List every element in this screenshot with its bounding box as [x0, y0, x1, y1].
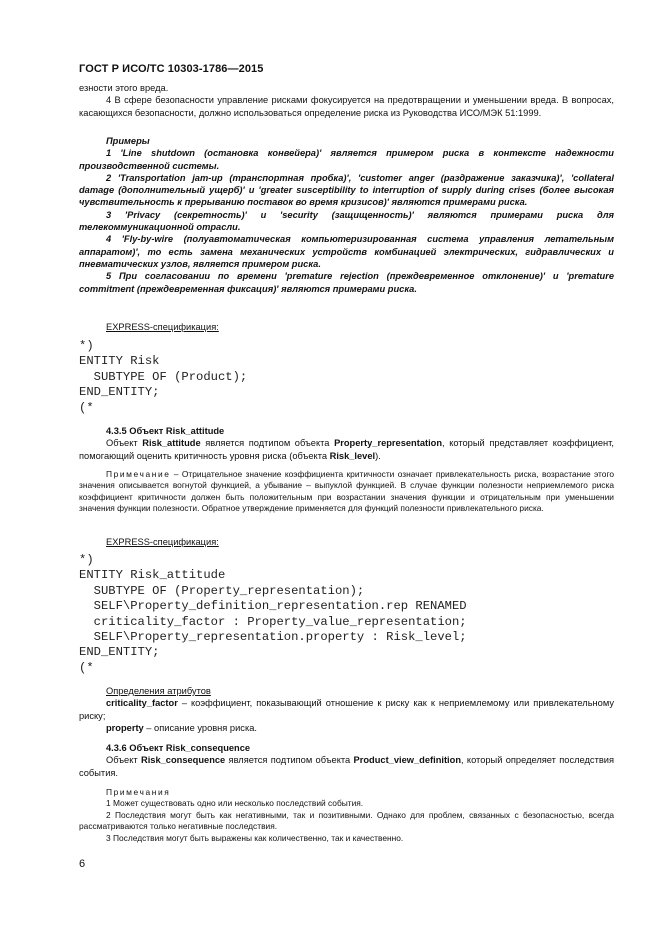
express-spec-label: EXPRESS-спецификация:: [106, 537, 219, 547]
note-block: [79, 469, 614, 515]
object-name: Property_representation: [334, 438, 443, 449]
text-continuation: езности этого вреда.: [79, 83, 169, 93]
attribute-description: – коэффициент, показывающий отношение к риску как к неприемлемому или привлекательному риску;: [79, 698, 614, 721]
examples-block: [79, 135, 614, 295]
example-1: 1 'Line shutdown (остановка конвейера)' является примером риска в контексте надежности производственной системы.: [79, 148, 614, 171]
object-name: Product_view_definition: [353, 755, 461, 766]
section-4-3-5: [79, 425, 614, 462]
note-2: 2 Последствия могут быть как негативными, так и позитивными. Однако для проблем, связанных с безопасностью, всегда рассматриваются только негативные последствия.: [79, 809, 614, 832]
notes-label: Примечания: [106, 787, 171, 797]
text: , который представляет коэффициент, помогающий оценить критичность уровня риска (объекта: [79, 438, 614, 461]
note-3: 3 Последствия могут быть выражены как количественно, так и качественно.: [106, 832, 404, 843]
express-code-risk: *) ENTITY Risk SUBTYPE OF (Product); END_ENTITY; (*: [79, 339, 248, 415]
page-number: 6: [79, 858, 86, 870]
text: ).: [375, 450, 381, 461]
note-1: 1 Может существовать одно или несколько последствий события.: [106, 798, 364, 809]
attribute-name: property: [106, 722, 144, 733]
attribute-description: – описание уровня риска.: [143, 722, 257, 733]
examples-title: Примеры: [106, 136, 150, 146]
example-3: 3 'Privacy (секретность)' и 'security (защищенность)' являются примерами риска для телекоммуникационной отрасли.: [79, 209, 614, 233]
text: Объект: [106, 438, 143, 449]
section-title-4-3-5: 4.3.5 Объект Risk_attitude: [106, 426, 225, 436]
express-spec-label: EXPRESS-спецификация:: [106, 322, 219, 332]
section-4-3-6-text: [79, 754, 614, 779]
attribute-definitions-title: Определения атрибутов: [106, 686, 211, 696]
text: является подтипом объекта: [225, 755, 354, 766]
text: , который определяет последствия события.: [79, 755, 614, 778]
example-5: 5 При согласовании по времени 'premature rejection (преждевременное отклонение)' и 'premature commitment (преждевременная фиксация)' являются примерами риска.: [79, 271, 614, 294]
attribute-definitions: [79, 685, 614, 734]
notes-block: [79, 787, 614, 844]
paragraph-4: 4 В сфере безопасности управление рисками фокусируется на предотвращении и уменьшении вреда. В вопросах, касающихся безопасности, должно использоваться определение риска из Руководства ИСО/МЭК 51:1999.: [79, 95, 614, 118]
attribute-criticality-factor: [79, 697, 614, 722]
object-name: Risk_consequence: [140, 755, 226, 766]
object-name: Risk_attitude: [142, 438, 201, 449]
text: Объект: [106, 755, 141, 766]
paragraph-block-1: [79, 82, 614, 119]
express-code-risk-attitude: *) ENTITY Risk_attitude SUBTYPE OF (Property_representation); SELF\Property_definition_representation.rep RENAMED criticality_factor : Property_value_representation; SELF\Property_representation.property : Risk_level; END_ENTITY; (*: [79, 553, 467, 675]
note-label: Примечание: [106, 469, 171, 479]
attribute-name: criticality_factor: [106, 698, 178, 709]
section-title-4-3-6: 4.3.6 Объект Risk_consequence: [106, 743, 251, 753]
text: является подтипом объекта: [200, 438, 335, 449]
note-text: – Отрицательное значение коэффициента критичности означает привлекательность риска, возрастание этого значения описывается вогнутой функцией, а убывание – выпуклой функцией. В случае функции полезности неприемлемого риска коэффициент критичности должен быть положительным при возрастании значения функции и отрицательным при уменьшении значения функции полезности. Обратное утверждение применяется для функций полезности привлекательного риска.: [79, 469, 614, 514]
object-name: Risk_level: [329, 450, 376, 461]
example-2: 2 'Transportation jam-up (транспортная пробка)', 'customer anger (раздражение заказчика)', 'collateral damage (дополнительный ущерб)' и 'greater susceptibility to interruption of supply during crises (более высокая чувствительность к прерыванию поставок во время кризисов)' являются примерами риска.: [79, 172, 614, 208]
express-label-2: [79, 536, 614, 548]
attribute-property: [79, 722, 614, 734]
example-4: 4 'Fly-by-wire (полуавтоматическая компьютеризированная система управления летательным аппаратом)', то есть замена механических устройств комбинацией электрических, гидравлических и пневматических узлов, является примером риска.: [79, 234, 614, 269]
section-4-3-6: [79, 742, 614, 779]
section-4-3-5-text: [79, 437, 614, 462]
express-label-1: [79, 321, 614, 333]
document-header: ГОСТ Р ИСО/ТС 10303-1786—2015: [79, 63, 264, 75]
